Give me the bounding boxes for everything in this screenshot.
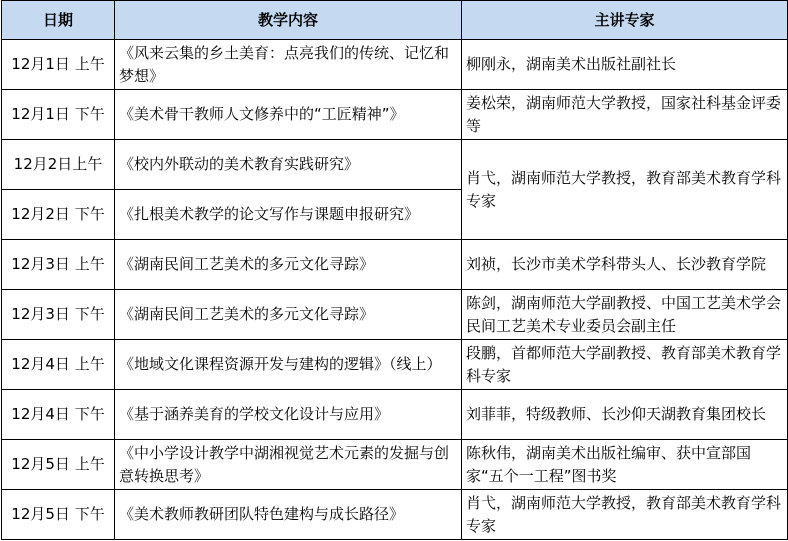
table-row xyxy=(2,90,788,140)
date-cell: 12月1日 下午 xyxy=(2,90,115,140)
expert-cell: 肖弋，湖南师范大学教授，教育部美术教育学科专家 xyxy=(462,490,788,540)
table-row xyxy=(2,490,788,540)
table-row xyxy=(2,240,788,290)
date-cell: 12月2日上午 xyxy=(2,140,115,190)
content-cell: 《湖南民间工艺美术的多元文化寻踪》 xyxy=(115,290,462,340)
expert-cell: 段鹏，首都师范大学副教授、教育部美术教育学科专家 xyxy=(462,340,788,390)
table-row xyxy=(2,390,788,440)
date-cell: 12月4日 上午 xyxy=(2,340,115,390)
expert-cell: 刘菲菲，特级教师、长沙仰天湖教育集团校长 xyxy=(462,390,788,440)
content-cell: 《扎根美术教学的论文写作与课题申报研究》 xyxy=(115,190,462,240)
content-cell: 《湖南民间工艺美术的多元文化寻踪》 xyxy=(115,240,462,290)
table-row xyxy=(2,140,788,190)
expert-cell: 柳刚永，湖南美术出版社副社长 xyxy=(462,40,788,90)
content-cell: 《地域文化课程资源开发与建构的逻辑》（线上） xyxy=(115,340,462,390)
column-header-expert: 主讲专家 xyxy=(462,1,788,40)
date-cell: 12月3日 下午 xyxy=(2,290,115,340)
column-header-date: 日期 xyxy=(2,1,115,40)
date-cell: 12月2日 下午 xyxy=(2,190,115,240)
header-row xyxy=(2,1,788,40)
content-cell: 《校内外联动的美术教育实践研究》 xyxy=(115,140,462,190)
schedule-table xyxy=(1,0,788,540)
table-row xyxy=(2,290,788,340)
expert-cell: 刘祯，长沙市美术学科带头人、长沙教育学院 xyxy=(462,240,788,290)
date-cell: 12月1日 上午 xyxy=(2,40,115,90)
content-cell: 《基于涵养美育的学校文化设计与应用》 xyxy=(115,390,462,440)
expert-cell: 陈秋伟，湖南美术出版社编审、获中宣部国家“五个一工程”图书奖 xyxy=(462,440,788,490)
content-cell: 《风来云集的乡土美育：点亮我们的传统、记忆和梦想》 xyxy=(115,40,462,90)
table-row xyxy=(2,340,788,390)
content-cell: 《中小学设计教学中湖湘视觉艺术元素的发掘与创意转换思考》 xyxy=(115,440,462,490)
expert-cell: 陈剑，湖南师范大学副教授、中国工艺美术学会民间工艺美术专业委员会副主任 xyxy=(462,290,788,340)
expert-cell-merged: 肖弋，湖南师范大学教授，教育部美术教育学科专家 xyxy=(462,140,788,240)
date-cell: 12月5日 上午 xyxy=(2,440,115,490)
column-header-content: 教学内容 xyxy=(115,1,462,40)
table-row xyxy=(2,440,788,490)
table-row xyxy=(2,40,788,90)
date-cell: 12月4日 下午 xyxy=(2,390,115,440)
date-cell: 12月5日 下午 xyxy=(2,490,115,540)
content-cell: 《美术教师教研团队特色建构与成长路径》 xyxy=(115,490,462,540)
content-cell: 《美术骨干教师人文修养中的“工匠精神”》 xyxy=(115,90,462,140)
date-cell: 12月3日 上午 xyxy=(2,240,115,290)
expert-cell: 姜松荣，湖南师范大学教授，国家社科基金评委等 xyxy=(462,90,788,140)
